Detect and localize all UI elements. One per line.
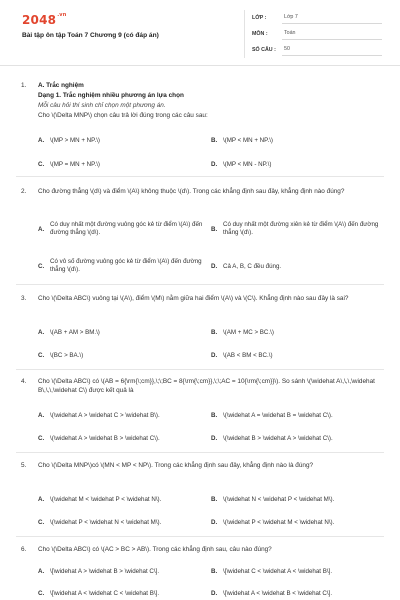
section-heading: A. Trắc nghiệm [38, 82, 84, 89]
question-number: 3. [21, 295, 27, 302]
logo-domain: .vn [57, 12, 67, 18]
meta-subject-value: Toán [282, 30, 382, 39]
meta-count-key: SỐ CÂU : [252, 47, 276, 54]
question-text: Cho \(\Delta ABC\) có \(AB = 6{\rm{\;cm}},\;\;BC = 8{\rm{\;cm}},\;\;AC = 10{\rm{\;cm}}\). So sánh \(\widehat A\,\,\,\widehat B\,\,\,\widehat C\) được kết quả là [38, 378, 375, 394]
question-separator [16, 284, 384, 285]
question-text: Cho đường thẳng \(d\) và điểm \(A\) không thuộc \(d\). Trong các khẳng định sau đây, khẳng định nào đúng? [38, 188, 345, 195]
question-separator [16, 452, 384, 453]
document-title: Bài tập ôn tập Toán 7 Chương 9 (có đáp án) [22, 32, 159, 39]
question-number: 5. [21, 462, 27, 469]
question-text: Cho \(\Delta ABC\) vuông tại \(A\), điểm \(M\) nằm giữa hai điểm \(A\) và \(C\). Khẳng định nào sau đây là sai? [38, 295, 349, 302]
question-number: 6. [21, 546, 27, 553]
meta-count-value: 50 [282, 46, 382, 55]
header-divider [244, 10, 245, 58]
meta-subject [252, 29, 382, 41]
instruction-text: Mỗi câu hỏi thí sinh chỉ chọn một phương án. [38, 102, 166, 109]
meta-class-value: Lớp 7 [282, 14, 382, 23]
question-separator [16, 369, 384, 370]
question-text: Cho \(\Delta MNP\)có \(MN < MP < NP\). Trong các khẳng định sau đây, khẳng định nào là đúng? [38, 462, 314, 469]
question-text: Cho \(\Delta ABC\) có \(AC > BC > AB\). Trong các khẳng định sau, câu nào đúng? [38, 546, 272, 553]
question-number: 1. [21, 82, 27, 89]
subsection-heading: Dạng 1. Trắc nghiệm nhiều phương án lựa chọn [38, 92, 184, 99]
meta-count [252, 45, 382, 57]
question-number: 2. [21, 188, 27, 195]
question-text: Cho \(\Delta MNP\) chọn câu trả lời đúng trong các câu sau: [38, 112, 208, 119]
question-separator [16, 176, 384, 177]
logo-text: 2048 [22, 13, 57, 27]
meta-class [252, 13, 382, 25]
site-logo[interactable] [22, 12, 67, 28]
question-separator [16, 536, 384, 537]
question-number: 4. [21, 378, 27, 385]
document-header [0, 0, 400, 66]
meta-subject-key: MÔN : [252, 31, 268, 38]
meta-class-key: LỚP : [252, 15, 267, 22]
